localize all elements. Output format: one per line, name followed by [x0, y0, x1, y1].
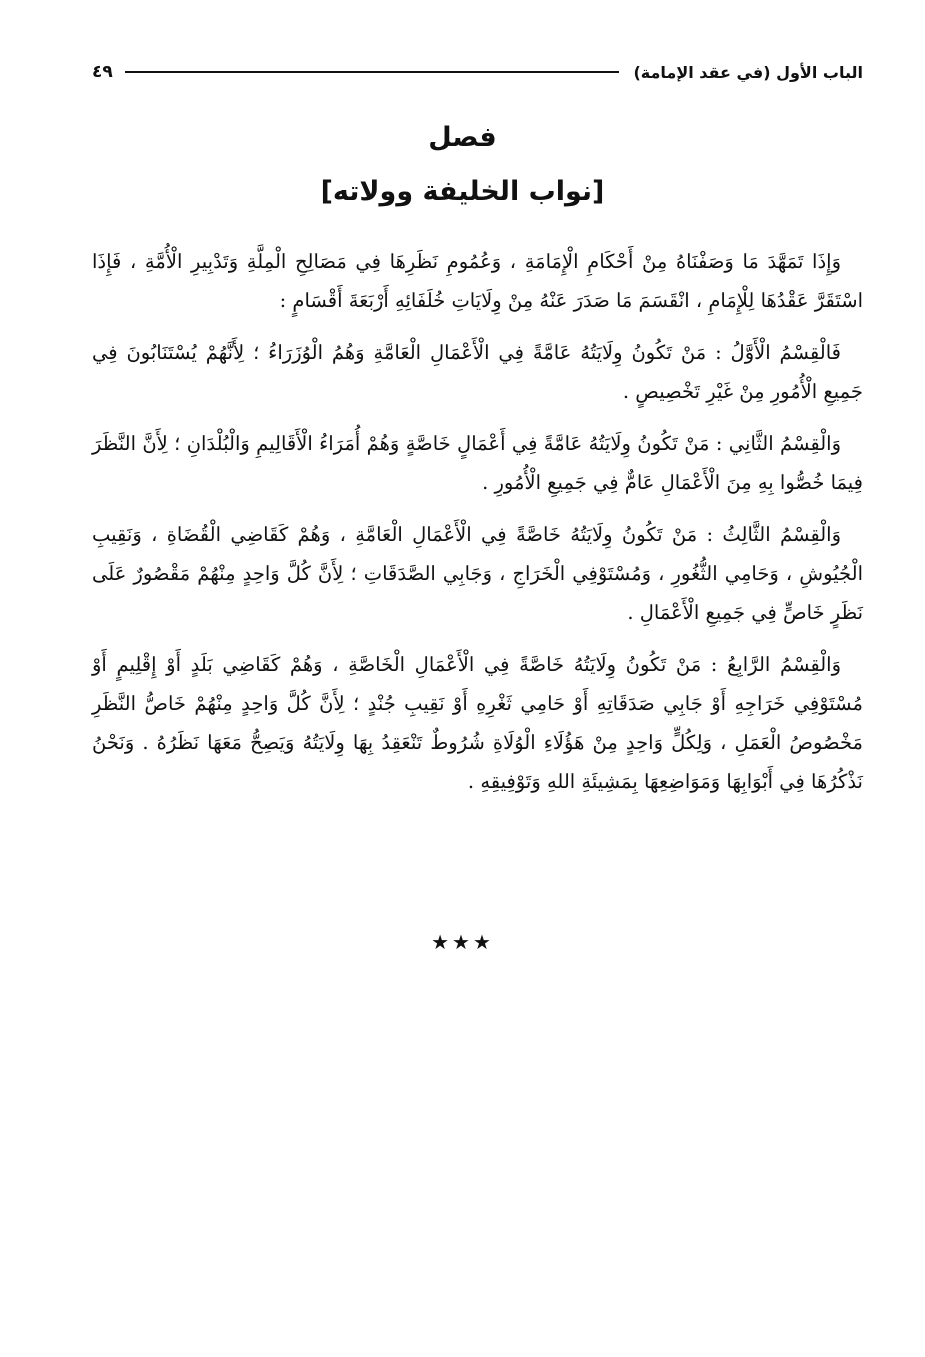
body-text [92, 242, 863, 814]
chapter-title: الباب الأول (في عقد الإمامة) [633, 62, 863, 82]
running-header [92, 56, 863, 88]
section-subheading: [نواب الخليفة وولاته] [320, 176, 605, 207]
paragraph-first-category: فَالْقِسْمُ الْأَوَّلُ : مَنْ تَكُونُ وِلَايَتُهُ عَامَّةً فِي الْأَعْمَالِ الْعَامَّةِ وَهُمُ الْوُزَرَاءُ ؛ لِأَنَّهُمْ يُسْتَنَابُونَ فِي جَمِيعِ الْأُمُورِ مِنْ غَيْرِ تَخْصِيصٍ . [92, 341, 863, 403]
paragraph-fourth-category: وَالْقِسْمُ الرَّابِعُ : مَنْ تَكُونُ وِلَايَتُهُ خَاصَّةً فِي الْأَعْمَالِ الْخَاصَّةِ ، وَهُمْ كَقَاضِي بَلَدٍ أَوْ إِقْلِيمٍ أَوْ مُسْتَوْفِي خَرَاجِهِ أَوْ جَابِي صَدَقَاتِهِ أَوْ حَامِي ثَغْرِهِ أَوْ نَقِيبِ جُنْدٍ ؛ لِأَنَّ كُلَّ وَاحِدٍ مِنْهُمْ خَاصُّ النَّظَرِ مَخْصُوصُ الْعَمَلِ ، وَلِكُلٍّ وَاحِدٍ مِنْ هَؤُلَاءِ الْوُلَاةِ شُرُوطٌ تَنْعَقِدُ بِهَا وِلَايَتُهُ وَيَصِحُّ مَعَهَا نَظَرُهُ . وَنَحْنُ نَذْكُرُهَا فِي أَبْوَابِهَا وَمَوَاضِعِهَا بِمَشِيئَةِ اللهِ وَتَوْفِيقِهِ . [92, 653, 863, 793]
paragraph-intro: وَإِذَا تَمَهَّدَ مَا وَصَفْنَاهُ مِنْ أَحْكَامِ الْإِمَامَةِ ، وَعُمُومِ نَظَرِهَا فِي مَصَالِحِ الْمِلَّةِ وَتَدْبِيرِ الْأُمَّةِ ، فَإِذَا اسْتَقَرَّ عَقْدُهَا لِلْإِمَامِ ، انْقَسَمَ مَا صَدَرَ عَنْهُ مِنْ وِلَايَاتِ خُلَفَائِهِ أَرْبَعَةَ أَقْسَامٍ : [92, 250, 863, 312]
paragraph-second-category: وَالْقِسْمُ الثَّانِي : مَنْ تَكُونُ وِلَايَتُهُ عَامَّةً فِي أَعْمَالٍ خَاصَّةٍ وَهُمْ أُمَرَاءُ الْأَقَالِيمِ وَالْبُلْدَانِ ؛ لِأَنَّ النَّظَرَ فِيمَا خُصُّوا بِهِ مِنَ الْأَعْمَالِ عَامٌّ فِي جَمِيعِ الْأُمُورِ . [92, 432, 863, 494]
section-heading: فصل [428, 122, 497, 153]
paragraph-third-category: وَالْقِسْمُ الثَّالِثُ : مَنْ تَكُونُ وِلَايَتُهُ خَاصَّةً فِي الْأَعْمَالِ الْعَامَّةِ ، وَهُمْ كَقَاضِي الْقُضَاةِ ، وَنَقِيبِ الْجُيُوشِ ، وَحَامِي الثُّغُورِ ، وَمُسْتَوْفِي الْخَرَاجِ ، وَجَابِي الصَّدَقَاتِ ؛ لِأَنَّ كُلَّ وَاحِدٍ مِنْهُمْ مَقْصُورٌ عَلَى نَظَرٍ خَاصٍّ فِي جَمِيعِ الْأَعْمَالِ . [92, 523, 863, 624]
star-ornament: ★★★ [431, 930, 494, 954]
header-rule [125, 71, 620, 73]
page-number: ٤٩ [92, 62, 113, 82]
